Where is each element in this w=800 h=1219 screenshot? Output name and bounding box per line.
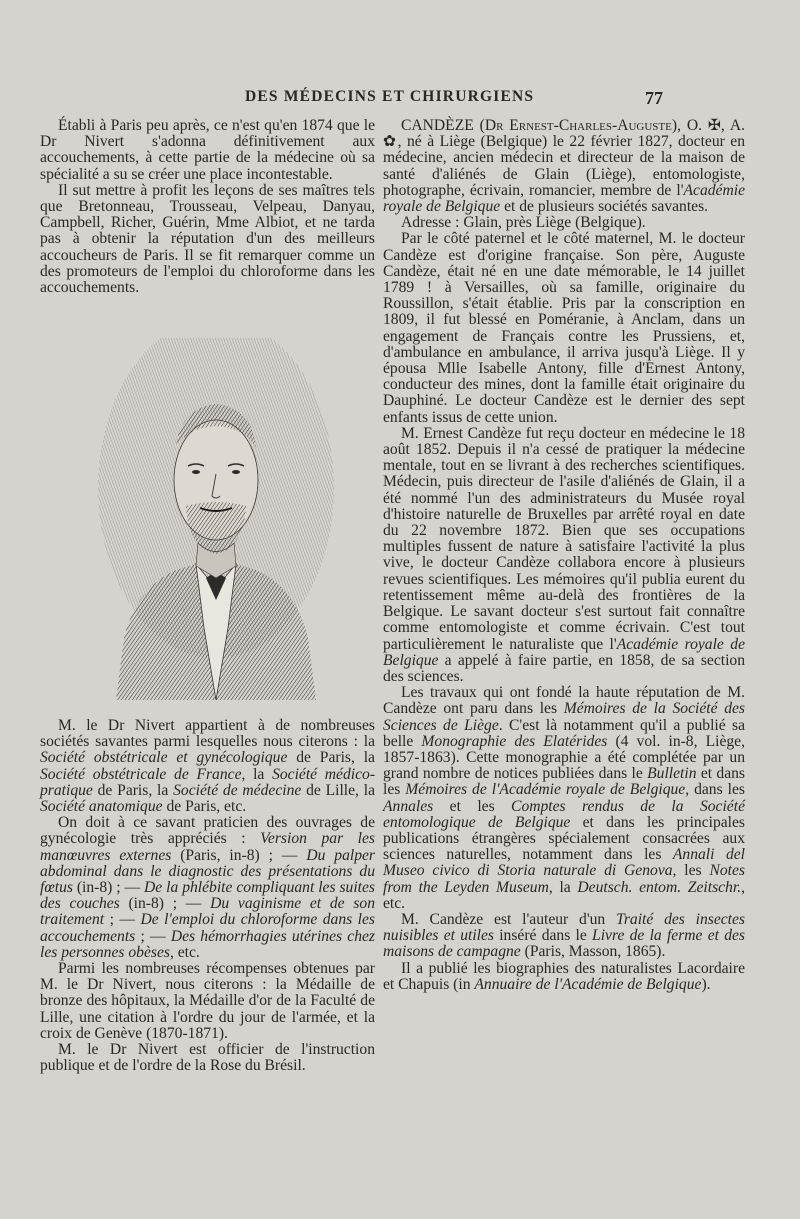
paragraph: Parmi les nombreuses récompenses obtenues par M. le Dr Nivert, nous citerons : la Médaille de bronze des hôpitaux, la Médaille d'or de la Faculté de Lille, une citation à l'ordre du jour de l'armée, et la croix de Genève (1870-1871). — [40, 960, 375, 1042]
right-column — [383, 118, 745, 993]
portrait-engraving — [96, 338, 336, 700]
page-number: 77 — [645, 88, 663, 108]
left-column-bottom — [40, 718, 375, 1074]
paragraph: Établi à Paris peu après, ce n'est qu'en 1874 que le Dr Nivert s'adonna définitivement aux accouchements, à cette partie de la médecine où sa spécialité a su se créer une place incontestable. — [40, 117, 375, 183]
paragraph: M. Candèze est l'auteur d'un Traité des insectes nuisibles et utiles inséré dans le Livre de la ferme et des maisons de campagne (Paris, Masson, 1865). — [383, 910, 746, 961]
entry-name: CANDÈZE (Dr Ernest-Charles-Auguste) — [401, 117, 678, 134]
paragraph: Il a publié les biographies des naturalistes Lacordaire et Chapuis (in Annuaire de l'Académie de Belgique). — [383, 959, 745, 993]
paragraph: M. le Dr Nivert appartient à de nombreuses sociétés savantes parmi lesquelles nous citerons : la Société obstétricale et gynécologique de Paris, la Société obstétricale de France, la Société médico-pratique de Paris, la Société de médecine de Lille, la Société anatomique de Paris, etc. — [40, 717, 376, 816]
paragraph: CANDÈZE (Dr Ernest-Charles-Auguste), O. ✠, A. ✿, né à Liège (Belgique) le 22 février 1827, docteur en médecine, ancien médecin et directeur de la maison de santé d'aliénés de Glain (Liège), entomologiste, photographe, écrivain, romancier, membre de l'Académie royale de Belgique et de plusieurs sociétés savantes. — [383, 117, 745, 216]
paragraph: Il sut mettre à profit les leçons de ses maîtres tels que Bretonneau, Trousseau, Velpeau, Danyau, Campbell, Richer, Guérin, Mme Albiot, et ne tarda pas à obtenir la réputation d'un des meilleurs accoucheurs de Paris. Il se fit remarquer comme un des promoteurs de l'emploi du chloroforme dans les accouchements. — [40, 181, 375, 297]
left-column-top — [40, 118, 375, 296]
paragraph: Les travaux qui ont fondé la haute réputation de M. Candèze ont paru dans les Mémoires de la Société des Sciences de Liège. C'est là notamment qu'il a publié sa belle Monographie des Elatérides (4 vol. in-8, Liège, 1857-1863). Cette monographie a été complétée par un grand nombre de notices publiées dans le Bulletin et dans les Mémoires de l'Académie royale de Belgique, dans les Annales et les Comptes rendus de la Société entomologique de Belgique et dans les principales publications étrangères spécialement consacrées aux sciences naturelles, notamment dans les Annali del Museo civico di Storia naturale di Genova, les Notes from the Leyden Museum, la Deutsch. entom. Zeitschr., etc. — [383, 684, 746, 912]
running-title: DES MÉDECINS ET CHIRURGIENS — [245, 88, 535, 105]
paragraph: Par le côté paternel et le côté maternel, M. le docteur Candèze est d'origine française. Son père, Auguste Candèze, était né en une date mémorable, le 14 juillet 1789 ! à Versailles, où sa famille, originaire du Roussillon, s'était établie. Pris par la conscription en 1809, il fut blessé en Poméranie, à Anclam, dans un engagement de Français contre les Prussiens, et, d'ambulance en ambulance, il arriva jusqu'à Liège. Il y épousa Mlle Isabelle Antony, fille d'Ernest Antony, conducteur des mines, dont la famille était originaire du Dauphiné. Le docteur Candèze est le dernier des sept enfants issus de cette union. — [383, 230, 745, 426]
running-header — [0, 88, 800, 108]
paragraph: M. le Dr Nivert est officier de l'instruction publique et de l'ordre de la Rose du Brésil. — [40, 1041, 375, 1075]
paragraph: On doit à ce savant praticien des ouvrages de gynécologie très appréciés : Version par les manœuvres externes (Paris, in-8) ; — Du palper abdominal dans le diagnostic des présentations du fœtus (in-8) ; — De la phlébite compliquant les suites des couches (in-8) ; — Du vaginisme et de son traitement ; — De l'emploi du chloroforme dans les accouchements ; — Des hémorrhagies utérines chez les personnes obèses, etc. — [40, 814, 376, 961]
paragraph: M. Ernest Candèze fut reçu docteur en médecine le 18 août 1852. Depuis il n'a cessé de pratiquer la médecine mentale, tout en se livrant à des recherches scientifiques. Médecin, puis directeur de l'asile d'aliénés de Glain, il a été nommé l'un des administrateurs du Musée royal d'histoire naturelle de Bruxelles par arrêté royal en date du 22 novembre 1872. Bien que ses occupations multiples fussent de nature à satisfaire l'activité la plus vive, le docteur Candèze collabora encore à plusieurs revues scientifiques. Les mémoires qu'il publia eurent du retentissement même au-delà des frontières de la Belgique. Le savant docteur s'est surtout fait connaître comme entomologiste et comme écrivain. C'est tout particulièrement le naturaliste que l'Académie royale de Belgique a appelé à faire partie, en 1858, de sa section des sciences. — [383, 424, 745, 685]
paragraph: Adresse : Glain, près Liège (Belgique). — [401, 214, 646, 232]
